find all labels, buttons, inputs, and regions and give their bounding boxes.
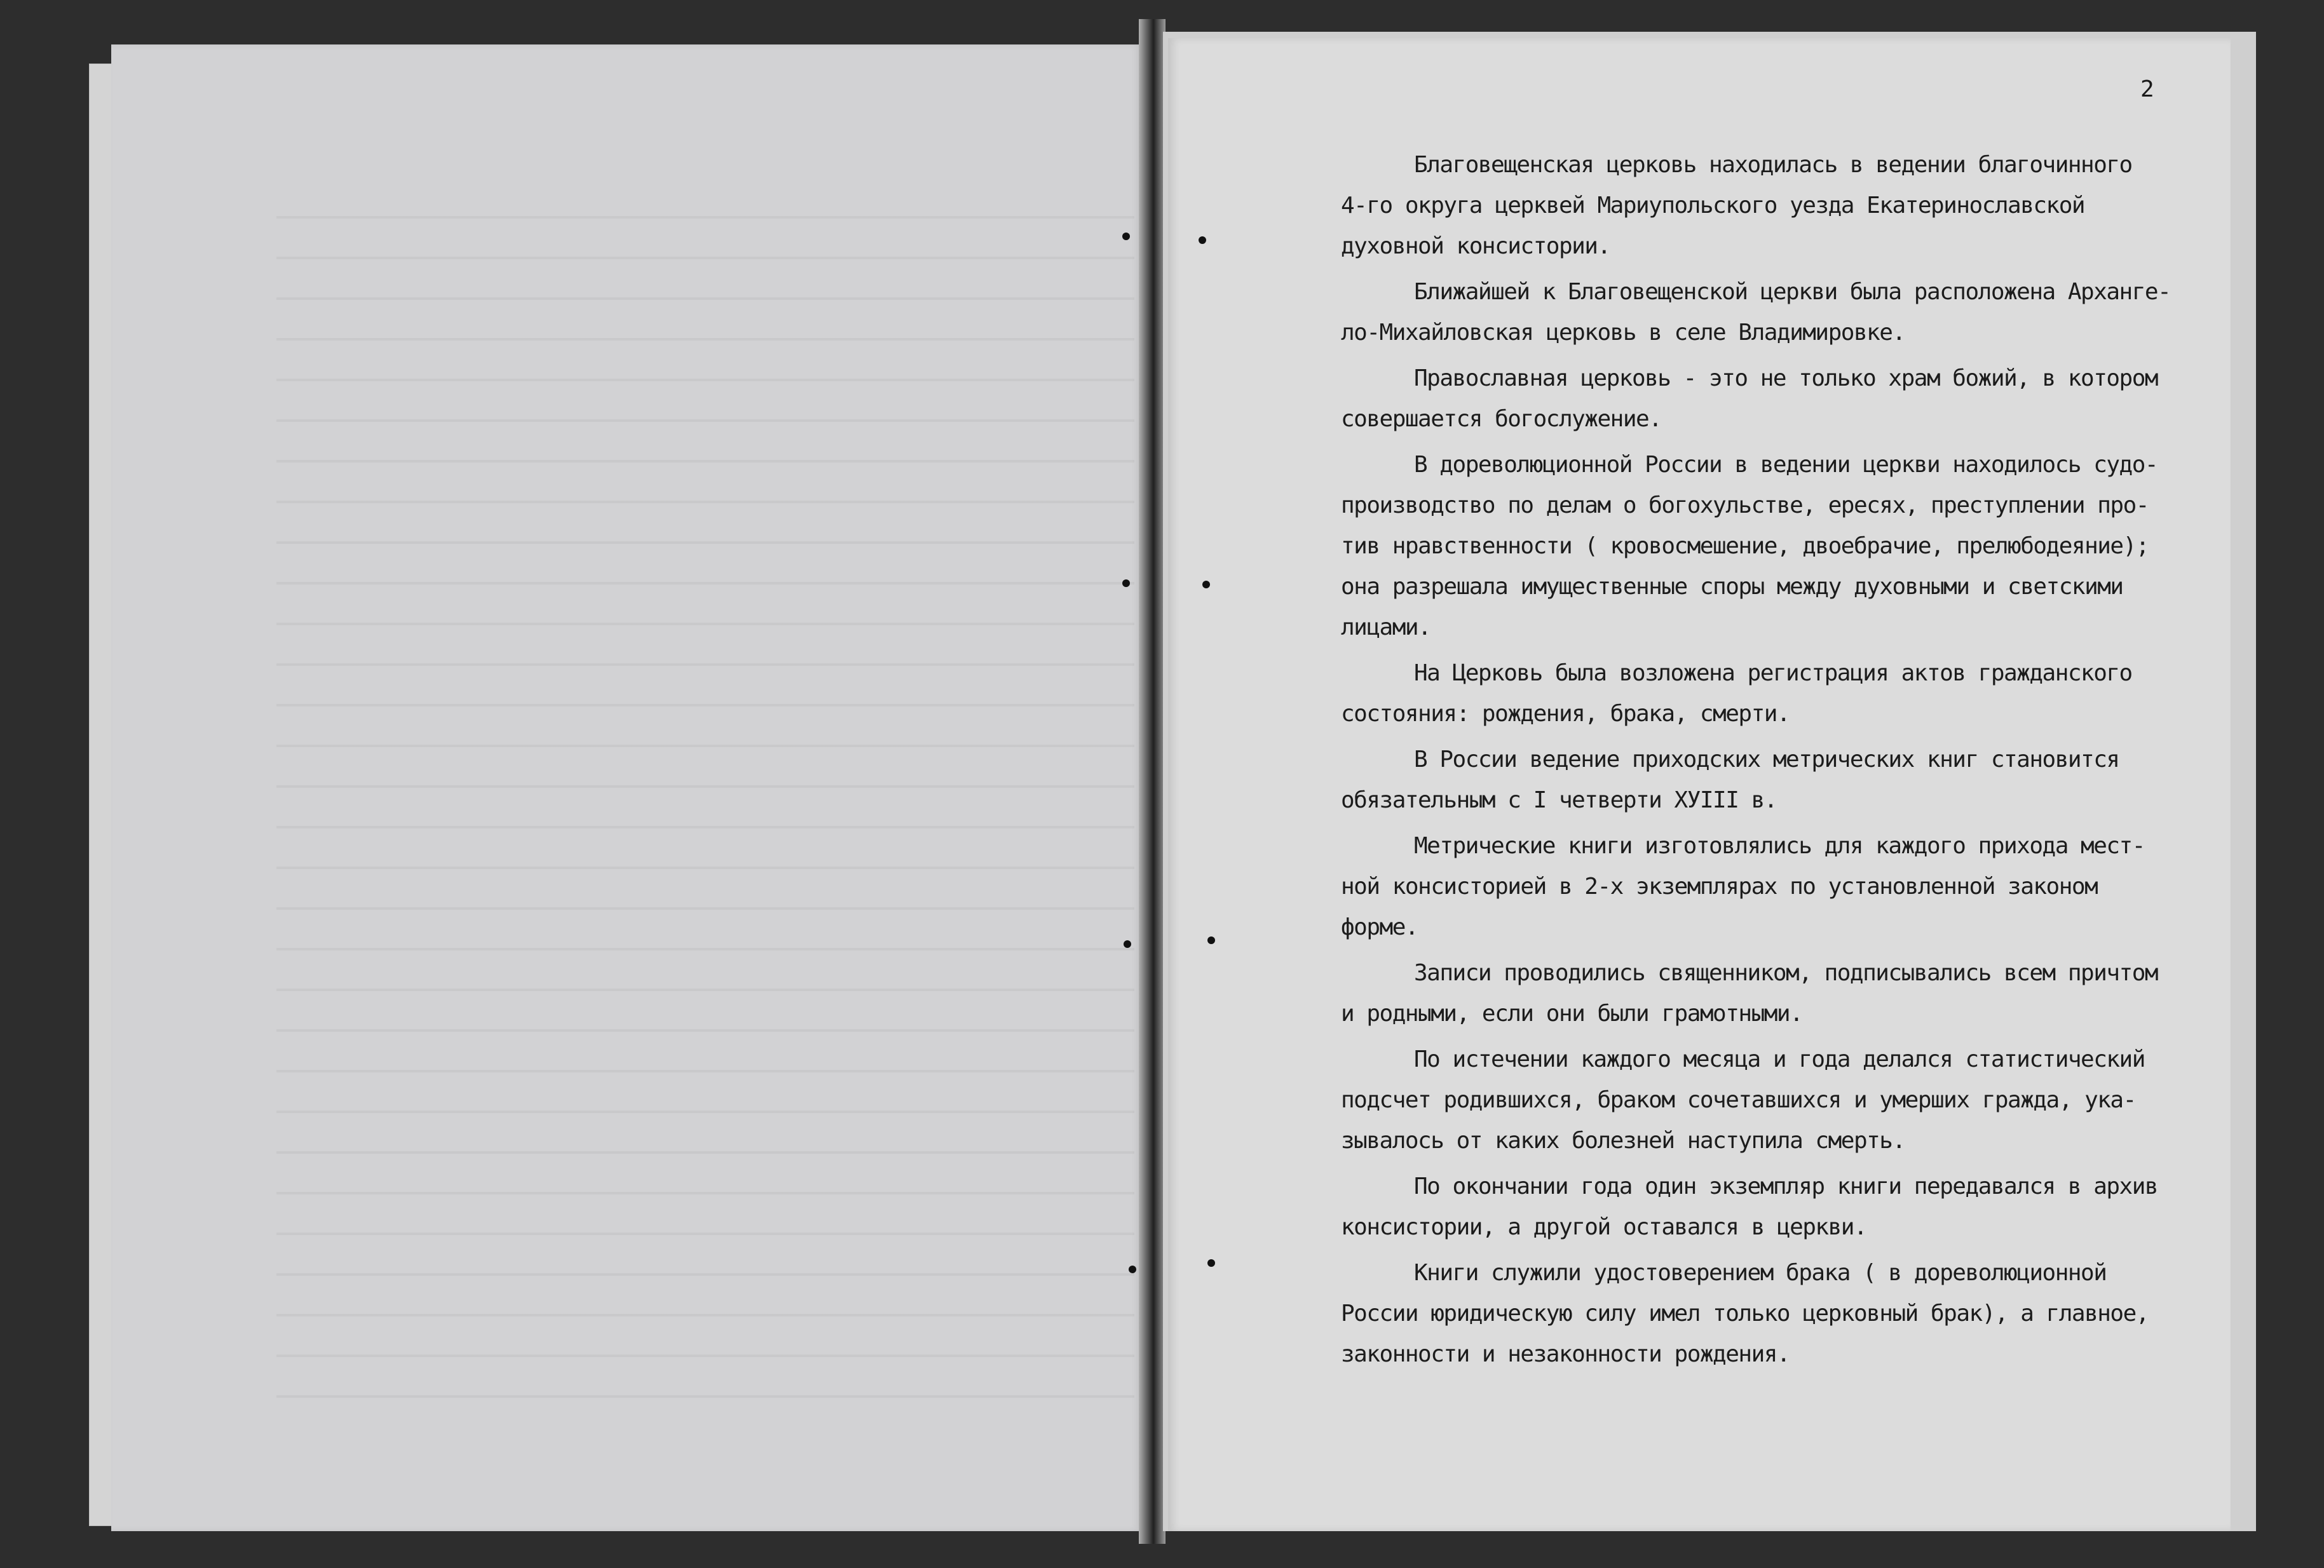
text-line: Ближайшей к Благовещенской церкви была расположена Архангe-	[1414, 279, 2171, 305]
text-line: и родными, если они были грамотными.	[1341, 1001, 1803, 1027]
text-line: На Церковь была возложена регистрация актов гражданского	[1414, 660, 2132, 686]
text-line: Православная церковь - это не только храм божий, в котором	[1414, 365, 2158, 391]
text-line: форме.	[1341, 914, 1418, 940]
text-line: лицами.	[1341, 614, 1431, 640]
paragraph	[1341, 653, 2231, 734]
text-line: Записи проводились священником, подписывались всем причтом	[1414, 960, 2158, 986]
binding-spine	[1139, 19, 1165, 1544]
text-line: совершается богослужение.	[1341, 406, 1662, 432]
typewritten-text	[1341, 145, 2231, 1380]
text-line: состояния: рождения, брака, смерти.	[1341, 701, 1790, 727]
bleed-through-texture	[276, 191, 1134, 1398]
text-line: ло-Михайловская церковь в селе Владимировке.	[1341, 320, 1905, 346]
text-line: она разрешала имущественные споры между духовными и светскими	[1341, 574, 2123, 600]
paragraph	[1341, 358, 2231, 440]
left-page	[111, 44, 1141, 1531]
binding-hole	[1202, 581, 1210, 588]
text-line: По окончании года один экземпляр книги передавался в архив	[1414, 1173, 2158, 1200]
text-line: По истечении каждого месяца и года делался статистический	[1414, 1046, 2145, 1072]
text-line: 4-го округа церквей Мариупольского уезда Екатеринославской	[1341, 193, 2085, 219]
text-line: В дореволюционной России в ведении церкви находилось судо-	[1414, 452, 2158, 478]
binding-hole	[1122, 233, 1130, 240]
binding-hole	[1129, 1266, 1136, 1273]
paragraph	[1341, 1039, 2231, 1161]
text-line: ной консисторией в 2-х экземплярах по установленной законом	[1341, 874, 2098, 900]
paragraph	[1341, 1253, 2231, 1375]
paragraph	[1341, 953, 2231, 1034]
text-line: законности и незаконности рождения.	[1341, 1341, 1790, 1367]
paragraph	[1341, 272, 2231, 353]
text-line: Метрические книги изготовлялись для каждого прихода мест-	[1414, 833, 2145, 859]
text-line: Книги служили удостоверением брака ( в дореволюционной	[1414, 1260, 2107, 1286]
text-line: зывалось от каких болезней наступила смерть.	[1341, 1128, 1905, 1154]
paragraph	[1341, 826, 2231, 948]
page-number: 2	[2140, 76, 2154, 102]
binding-hole	[1122, 579, 1130, 587]
paragraph	[1341, 1166, 2231, 1248]
text-line: производство по делам о богохульстве, ересях, преступлении про-	[1341, 492, 2149, 518]
text-line: духовной консистории.	[1341, 233, 1610, 259]
text-line: России юридическую силу имел только церковный брак), а главное,	[1341, 1301, 2149, 1327]
text-line: Благовещенская церковь находилась в ведении благочинного	[1414, 152, 2132, 178]
text-line: консистории, а другой оставался в церкви.	[1341, 1214, 1867, 1240]
text-line: подсчет родившихся, браком сочетавшихся и умерших гражда, ука-	[1341, 1087, 2136, 1113]
text-line: тив нравственности ( кровосмешение, двоебрачие, прелюбодеяние);	[1341, 533, 2149, 559]
paragraph	[1341, 145, 2231, 267]
binding-hole	[1199, 236, 1206, 244]
binding-hole	[1207, 936, 1215, 944]
paragraph	[1341, 445, 2231, 648]
binding-hole	[1124, 940, 1131, 948]
paragraph	[1341, 740, 2231, 821]
binding-hole	[1207, 1259, 1215, 1267]
text-line: обязательным с I четверти ХУIII в.	[1341, 787, 1777, 813]
text-line: В России ведение приходских метрических книг становится	[1414, 747, 2119, 773]
